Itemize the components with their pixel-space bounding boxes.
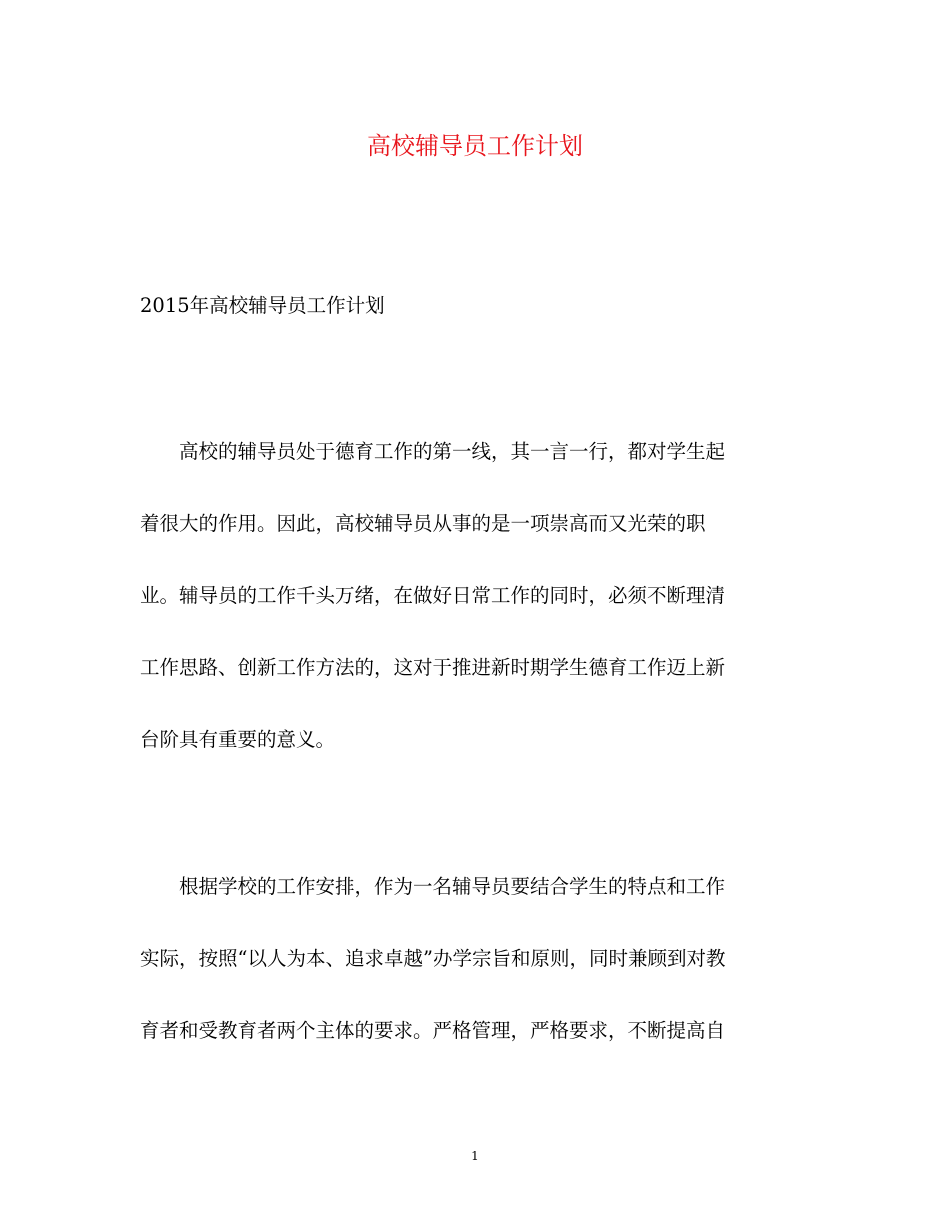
document-subtitle: 2015年高校辅导员工作计划 — [140, 294, 385, 317]
paragraph-1-line-1: 高校的辅导员处于德育工作的第一线，其一言一行，都对学生起 — [140, 440, 726, 463]
document-title: 高校辅导员工作计划 — [367, 132, 583, 160]
paragraph-1-line-2: 着很大的作用。因此，高校辅导员从事的是一项崇高而又光荣的职 — [140, 512, 706, 535]
paragraph-1-line-4: 工作思路、创新工作方法的，这对于推进新时期学生德育工作迈上新 — [140, 656, 726, 679]
page-number: 1 — [471, 1149, 479, 1163]
paragraph-2-line-1: 根据学校的工作安排，作为一名辅导员要结合学生的特点和工作 — [140, 875, 726, 898]
paragraph-1-line-5: 台阶具有重要的意义。 — [140, 728, 336, 751]
paragraph-2-line-2: 实际，按照“以人为本、追求卓越”办学宗旨和原则，同时兼顾到对教 — [140, 947, 726, 970]
paragraph-2-line-3: 育者和受教育者两个主体的要求。严格管理，严格要求，不断提高自 — [140, 1019, 726, 1042]
paragraph-1-line-3: 业。辅导员的工作千头万绪，在做好日常工作的同时，必须不断理清 — [140, 584, 726, 607]
